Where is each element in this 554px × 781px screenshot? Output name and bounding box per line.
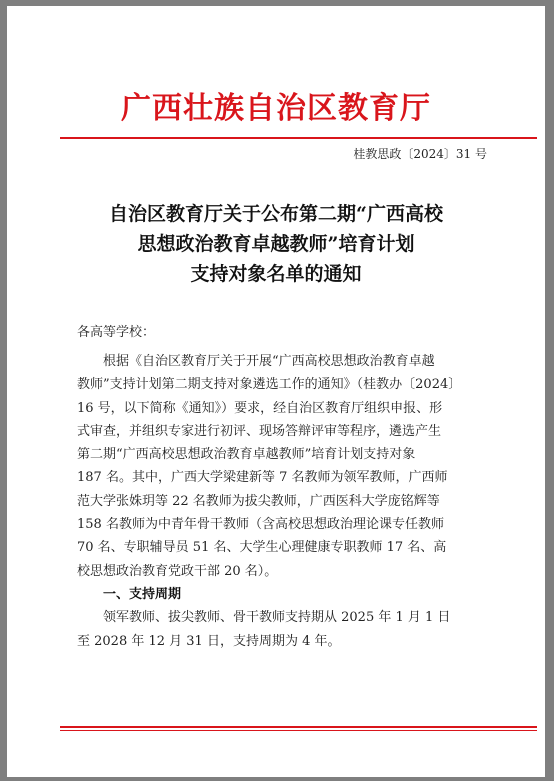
document-title-line: 支持对象名单的通知 <box>190 263 362 285</box>
body-line: 式审查，并组织专家进行初评、现场答辩评审等程序，遴选产生 <box>77 423 442 439</box>
body-line: 第二期“广西高校思想政治教育卓越教师”培育计划支持对象 <box>77 447 416 463</box>
document-page <box>7 6 545 777</box>
footer-red-rule-thin <box>60 730 537 731</box>
body-line: 领军教师、拔尖教师、骨干教师支持期从 2025 年 1 月 1 日 <box>103 610 451 626</box>
document-body <box>77 350 493 653</box>
body-line: 范大学张姝玥等 22 名教师为拔尖教师，广西医科大学庞铭辉等 <box>77 493 440 509</box>
body-line: 根据《自治区教育厅关于开展“广西高校思想政治教育卓越 <box>103 354 435 369</box>
body-line: 187 名。其中，广西大学梁建新等 7 名教师为领军教师，广西师 <box>77 470 448 486</box>
footer-red-rule <box>60 726 537 728</box>
document-title-line: 思想政治教育卓越教师”培育计划 <box>137 233 415 255</box>
document-title-line: 自治区教育厅关于公布第二期“广西高校 <box>109 203 443 225</box>
header-red-rule <box>60 137 537 139</box>
document-title <box>7 199 545 289</box>
body-line: 70 名、专职辅导员 51 名、大学生心理健康专职教师 17 名、高 <box>77 540 447 556</box>
body-line: 校思想政治教育党政干部 20 名）。 <box>77 563 278 579</box>
body-line: 16 号，以下简称《通知》）要求，经自治区教育厅组织申报、形 <box>77 400 443 416</box>
body-line: 至 2028 年 12 月 31 日，支持周期为 4 年。 <box>77 633 341 649</box>
body-line: 教师”支持计划第二期支持对象遴选工作的通知》（桂教办〔2024〕 <box>77 377 462 393</box>
salutation: 各高等学校： <box>77 325 156 340</box>
issuing-authority-title: 广西壮族自治区教育厅 <box>121 91 431 126</box>
section-heading: 一、支持周期 <box>103 586 182 602</box>
document-number: 桂教思政〔2024〕31 号 <box>353 147 487 161</box>
body-line: 158 名教师为中青年骨干教师（含高校思想政治理论课专任教师 <box>77 517 444 533</box>
